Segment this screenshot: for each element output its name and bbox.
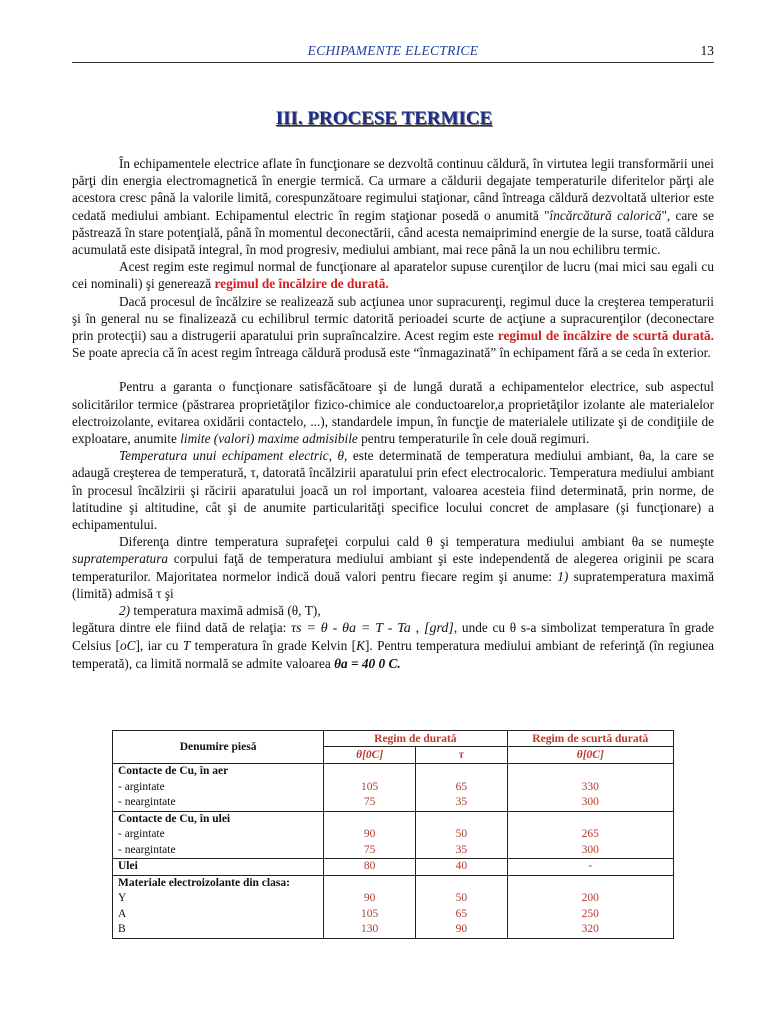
short-theta-cell: - [507,859,673,876]
long-tau-cell: 40 [416,859,507,876]
group-title: Contacte de Cu, în aer [118,765,229,777]
group-cell [113,764,324,812]
value: 90 [455,923,468,935]
table-row [113,875,674,938]
highlight-short-regime: regimul de încălzire de scurtă durată. [497,328,714,344]
formula: τs = θ - θa = T - Ta , [grd] [291,621,454,637]
text: Se poate aprecia că în acest regim întreaga căldură produsă este “înmagazinată” în echipament fără a se ceda în exterior. [72,345,711,361]
long-theta-cell [324,875,416,938]
text: temperatura în grade Kelvin [ [190,638,357,654]
text: ], iar cu [135,638,183,654]
highlight-long-regime: regimul de încălzire de durată. [214,276,389,292]
value: 35 [455,843,468,856]
long-theta-cell [324,811,416,859]
value: 75 [363,843,376,856]
temperature-table [112,730,674,939]
value: 265 [581,828,599,840]
value: 105 [361,780,379,793]
long-tau-cell [416,764,507,812]
text: legătura dintre ele fiind dată de relaţia: [72,620,292,636]
row-name: - neargintate [118,843,176,856]
value: 200 [581,892,599,904]
long-theta-cell: 80 [324,859,416,876]
long-tau-cell [416,811,507,859]
spacer [72,361,714,378]
emphasis: încărcătură calorică [549,207,662,223]
row-name: A [118,907,127,920]
group-cell [113,811,324,859]
sub-theta-header: θ[0C] [324,747,416,764]
unit: oC [119,638,136,654]
value: 75 [363,796,376,808]
value: 300 [581,796,599,808]
text: ", care se păstrează în stare potenţială, până în momentul deconectării, când acesta nemaiprimind energie de la surse, toată căldura acumulată este disipată integral, în mod progresiv, mediului ambiant, mai rece până la un nou echilibru termic. [72,207,714,258]
paragraph-3 [72,293,714,362]
table-row [113,764,674,812]
value: 35 [455,796,468,808]
header-title: ECHIPAMENTE ELECTRICE [307,43,479,58]
group-short-header: Regim de scurtă durată [507,731,673,747]
group-cell [113,875,324,938]
page-number: 13 [700,43,714,58]
table-row [113,811,674,859]
chapter-title: III. PROCESE TERMICE [275,108,493,129]
group-long-header: Regim de durată [324,731,507,747]
row-name: B [118,923,126,935]
long-tau-cell [416,875,507,938]
text: este determinată de temperatura mediului ambiant, θa, la care se adaugă creşterea de temperatură, τ, datorată încălzirii aparatului prin efect electrocaloric. Temperatura mediului ambiant în procesul încălzirii şi răcirii aparatului joacă un rol important, valoarea acesteia fiind determinată, prin norme, de latitudine şi altitudine, cât şi de anumite particularităţi specifice locului concret de amplasare (şi funcţionare) a echipamentului. [72,448,714,533]
value: 90 [363,892,376,904]
emphasis: supratemperatura [72,551,169,567]
value: 65 [455,907,468,920]
emphasis: limite (valori) maxime admisibile [180,431,358,447]
value: 105 [361,907,379,920]
group-title: Ulei [113,859,324,876]
value: 65 [455,780,468,793]
row-name: - argintate [118,780,165,793]
list-marker: 2) [119,603,131,619]
value: 50 [455,828,468,840]
text: corpului faţă de temperatura mediului ambiant şi este independentă de alegerea originii pe scara temperaturilor. Majoritatea normelor indică două valori pentru fiecare regim şi anume: [72,551,714,584]
text: Dacă procesul de încălzire se realizează sub acţiunea unor supracurenţi, regimul duce la creşterea temperaturii şi în general nu se finalizează cu echilibrul termic datorită perioadei scurte de acţiune a supracurenţilor (deconectare prin protecţii) sau a distrugerii aparatului prin supraîncalzire. Acest regim este [72,293,714,344]
short-theta-cell [507,811,673,859]
text: ]. Pentru temperatura mediului ambiant de referinţă (în regiunea temperată), ca limită normală se admite valoarea [72,638,714,671]
group-title: Contacte de Cu, în ulei [118,812,231,825]
paragraph-7 [72,602,714,619]
paragraph-4 [72,378,714,447]
table-row [113,859,674,876]
row-name: - argintate [118,828,165,840]
row-name: - neargintate [118,796,176,808]
document-body [72,155,714,672]
text: Pentru a garanta o funcţionare satisfăcătoare şi de lungă durată a echipamentelor electrice, sub aspectul solicitărilor termice (păstrarea proprietăţilor fizico-chimice ale conductoarelor,a proprietăţilor izolante ale materialelor electroizolante, evitarea oxidării contactelo, ...), standardele impun, în funcţie de materialele utilizate şi de condiţiile de exploatare, anumite [72,379,714,447]
ambient-value: θa = 40 0 C. [334,655,401,671]
paragraph-1 [72,155,714,258]
text: Acest regim este regimul normal de funcţionare al aparatelor supuse curenţilor de lucru (mai mici sau egali cu cei nominali) şi generează [72,259,714,292]
short-theta-cell [507,764,673,812]
page-header [72,40,714,63]
paragraph-2 [72,258,714,292]
value: 130 [361,923,379,935]
short-theta-cell [507,875,673,938]
text: temperatura maximă admisă (θ, T), [130,603,321,619]
value: 250 [581,907,599,920]
paragraph-8 [72,619,714,672]
text: În echipamentele electrice aflate în funcţionare se dezvoltă continuu căldură, în virtutea legii transformării unei părţi din energia electromagnetică în energie termică. Ca urmare a căldurii degajate temperaturile diferitelor părţi ale acestora cresc până la valorile limită, corespunzătoare regimului staţionar, când întreaga căldură dezvoltată ulterior este cedată mediului ambiant. Echipamentul electric în regim staţionar posedă o anumită " [72,156,714,223]
sub-theta2-header: θ[0C] [507,747,673,764]
value: 320 [581,923,599,935]
emphasis: Temperatura unui echipament electric, θ, [119,448,348,464]
value: 330 [581,780,599,793]
row-name: Y [118,892,127,904]
list-marker: 1) [557,568,569,584]
value: 50 [455,892,468,904]
value: 300 [581,843,599,856]
group-title: Materiale electroizolante din clasa: [118,876,290,889]
long-theta-cell [324,764,416,812]
unit: K [356,638,365,654]
text: pentru temperaturile în cele două regimuri. [357,431,590,447]
symbol: T [182,638,191,654]
text: , unde cu θ s-a simbolizat temperatura în grade Celsius [ [72,620,714,654]
text: Diferenţa dintre temperatura suprafeţei corpului cald θ şi temperatura mediului ambiant θa se numeşte [119,534,714,550]
paragraph-5 [72,447,714,533]
col-name-header: Denumire piesă [113,731,324,764]
text: supratemperatura maximă (limită) admisă τ şi [72,568,714,601]
paragraph-6 [72,533,714,602]
sub-tau-header: τ [416,747,507,764]
value: 90 [363,828,376,840]
